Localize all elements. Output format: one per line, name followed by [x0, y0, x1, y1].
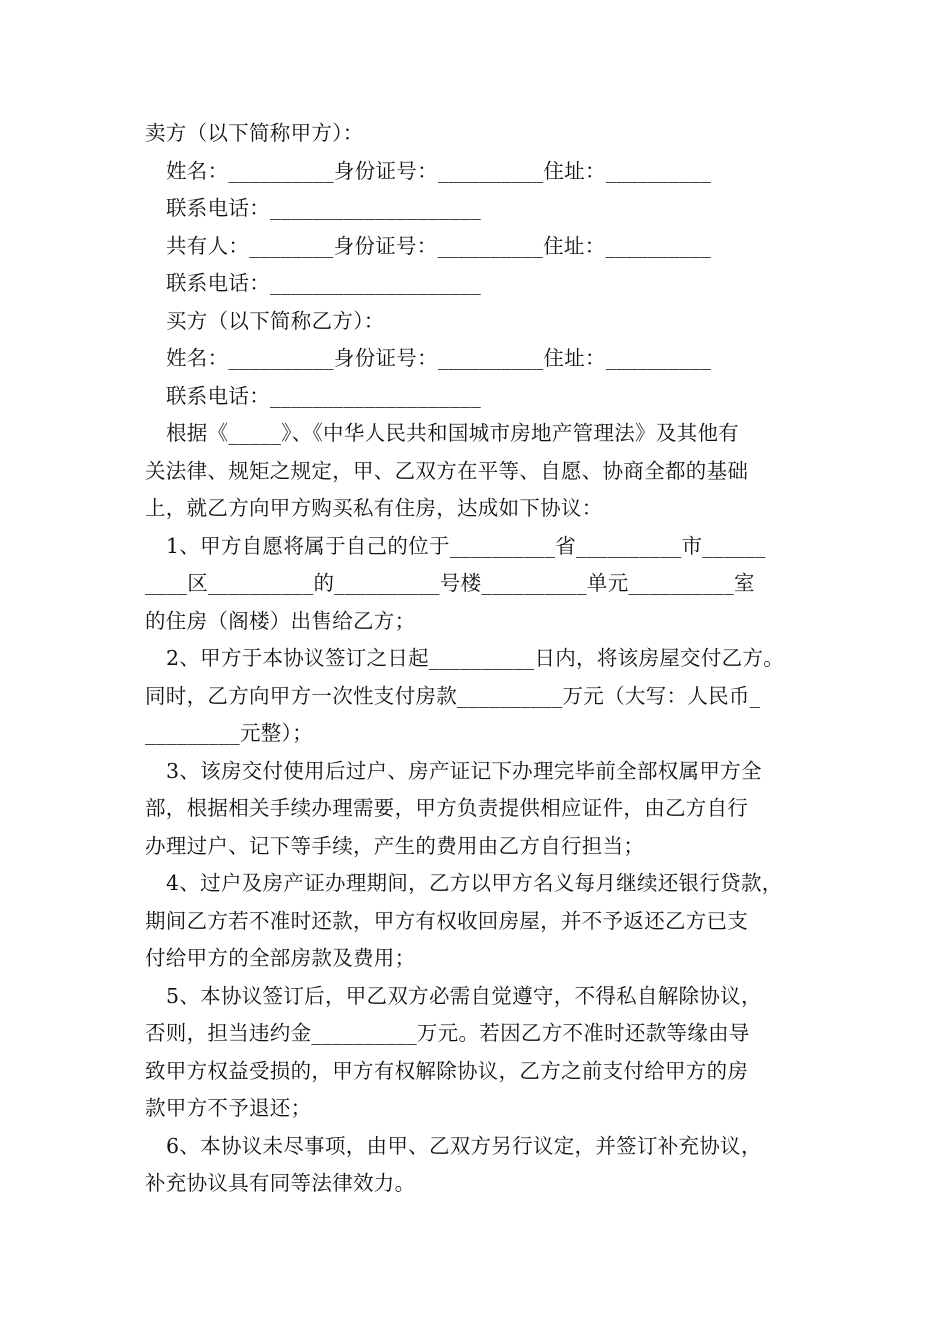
clause-6-line-2: 补充协议具有同等法律效力。 [145, 1171, 416, 1195]
clause-5-line-2: 否则，担当违约金__________万元。若因乙方不准时还款等缘由导 [145, 1021, 750, 1045]
preamble-line-2: 关法律、规矩之规定，甲、乙双方在平等、自愿、协商全都的基础 [145, 458, 749, 483]
preamble-line-1: 根据《_____》、《中华人民共和国城市房地产管理法》及其他有 [166, 421, 740, 445]
document-page [145, 115, 810, 1203]
clause-4-line-1: 4、过户及房产证办理期间，乙方以甲方名义每月继续还银行贷款， [166, 871, 783, 895]
co-owner-phone: 联系电话：____________________ [166, 271, 481, 295]
seller-heading: 卖方（以下简称甲方）： [145, 121, 364, 145]
seller-phone: 联系电话：____________________ [166, 196, 481, 220]
clause-5-line-3: 致甲方权益受损的，甲方有权解除协议，乙方之前支付给甲方的房 [145, 1058, 749, 1083]
clause-5-line-1: 5、本协议签订后，甲乙双方必需自觉遵守，不得私自解除协议， [166, 983, 762, 1008]
clause-4-line-2: 期间乙方若不准时还款，甲方有权收回房屋，并不予返还乙方已支 [145, 908, 749, 933]
clause-4-line-3: 付给甲方的全部房款及费用； [145, 946, 416, 970]
preamble-line-3: 上，就乙方向甲方购买私有住房，达成如下协议： [145, 496, 603, 520]
clause-2-line-3: _________元整）； [145, 721, 313, 745]
clause-3-line-3: 办理过户、记下等手续，产生的费用由乙方自行担当； [145, 833, 645, 858]
clause-6-line-1: 6、本协议未尽事项，由甲、乙双方另行议定，并签订补充协议， [166, 1133, 762, 1158]
clause-1-line-1: 1、甲方自愿将属于自己的位于__________省__________市______ [166, 533, 766, 558]
clause-2-line-1: 2、甲方于本协议签订之日起__________日内，将该房屋交付乙方。 [166, 646, 785, 670]
clause-3-line-2: 部，根据相关手续办理需要，甲方负责提供相应证件，由乙方自行 [145, 796, 749, 820]
buyer-name-id-address: 姓名：__________身份证号：__________住址：__________ [166, 346, 712, 370]
buyer-phone: 联系电话：____________________ [166, 383, 481, 408]
clause-5-line-4: 款甲方不予退还； [145, 1096, 312, 1120]
seller-name-id-address: 姓名：__________身份证号：__________住址：__________ [166, 158, 712, 183]
clause-1-line-2: ____区__________的__________号楼__________单元__________室 [145, 571, 755, 595]
clause-3-line-1: 3、该房交付使用后过户、房产证记下办理完毕前全部权属甲方全 [166, 758, 762, 783]
co-owner-name-id-address: 共有人：________身份证号：__________住址：__________ [166, 233, 711, 258]
clause-2-line-2: 同时，乙方向甲方一次性支付房款__________万元（大写：人民币_ [145, 683, 761, 708]
clause-1-line-3: 的住房（阁楼）出售给乙方； [145, 608, 416, 633]
buyer-heading: 买方（以下简称乙方）： [166, 308, 385, 333]
